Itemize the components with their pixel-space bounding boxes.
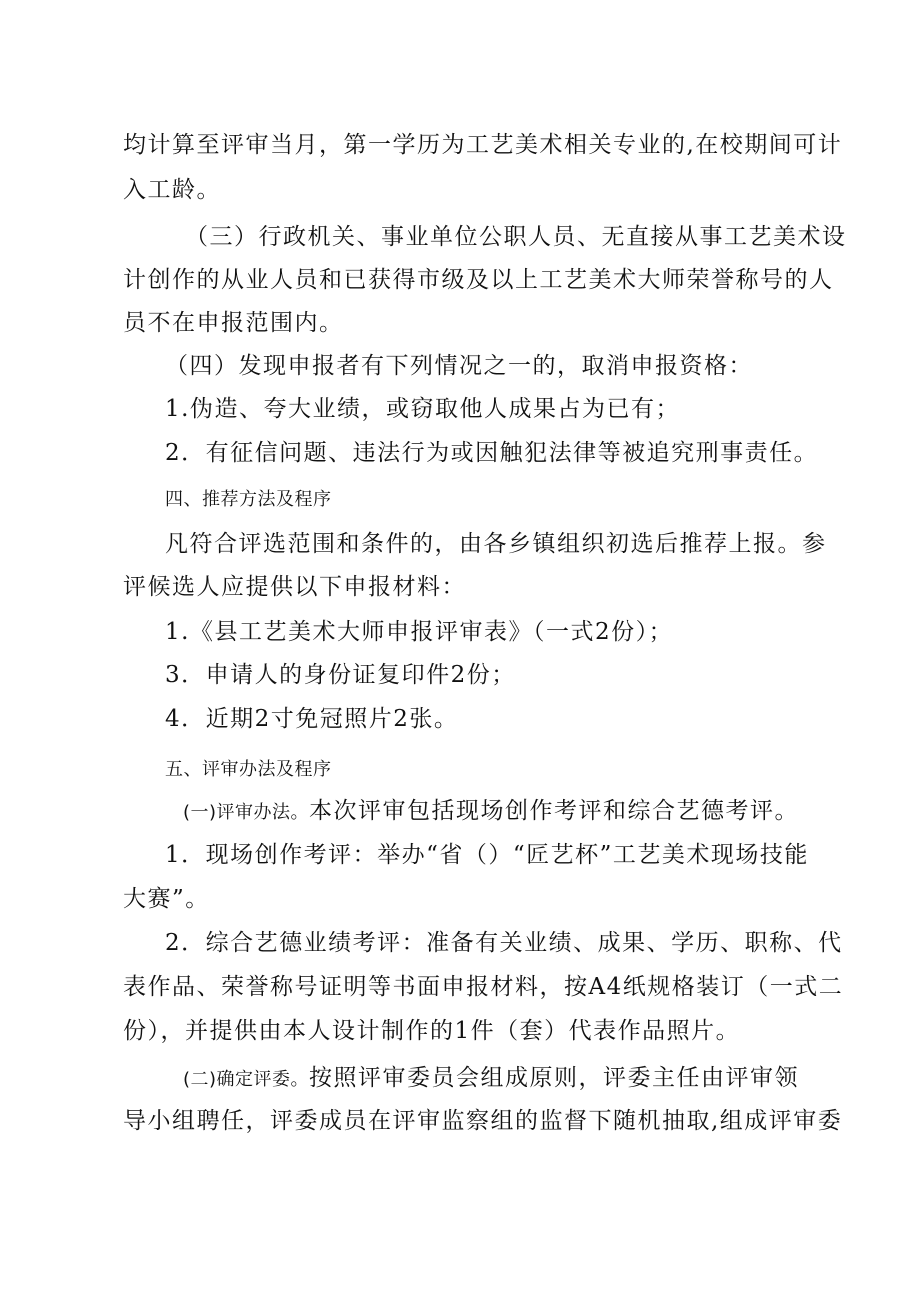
text-line: 1.《县工艺美术大师申报评审表》（一式2份）；: [165, 619, 674, 645]
text-line: 导小组聘任，评委成员在评审监察组的监督下随机抽取,组成评审委: [123, 1108, 843, 1134]
text-line: 3．申请人的身份证复印件2份；: [165, 662, 516, 688]
text-line: [183, 796, 813, 828]
section-heading: 五、评审办法及程序: [165, 759, 332, 780]
text-line: 大赛”。: [123, 886, 210, 912]
inline-heading: (一)评审办法。: [183, 802, 310, 823]
text-line: [183, 1063, 813, 1095]
text-line: 4．近期2寸免冠照片2张。: [165, 706, 459, 732]
section-heading: 四、推荐方法及程序: [165, 489, 332, 510]
text-line: 入工龄。: [123, 177, 221, 203]
text-line: （三）行政机关、事业单位公职人员、无直接从事工艺美术设: [185, 224, 847, 250]
text-line: 均计算至评审当月，第一学历为工艺美术相关专业的,在校期间可计: [123, 132, 843, 158]
text-line: 1.伪造、夸大业绩，或窃取他人成果占为已有；: [165, 396, 680, 422]
text-line: 1．现场创作考评：举办“省（）“匠艺杯”工艺美术现场技能: [165, 842, 809, 868]
text-line: 表作品、荣誉称号证明等书面申报材料，按A4纸规格装订（一式二: [123, 974, 844, 1000]
text-line: 评候选人应提供以下申报材料：: [123, 574, 466, 600]
text-line: 份），并提供由本人设计制作的1件（套）代表作品照片。: [123, 1018, 741, 1044]
text-line: 计创作的从业人员和已获得市级及以上工艺美术大师荣誉称号的人: [123, 267, 834, 293]
text-line: （四）发现申报者有下列情况之一的，取消申报资格：: [165, 353, 753, 379]
text-line: 2．有征信问题、违法行为或因触犯法律等被追究刑事责任。: [165, 440, 819, 466]
inline-text: 按照评审委员会组成原则，评委主任由评审领: [309, 1065, 800, 1091]
inline-text: 本次评审包括现场创作考评和综合艺德考评。: [309, 798, 800, 824]
text-line: 凡符合评选范围和条件的，由各乡镇组织初选后推荐上报。参: [165, 531, 827, 557]
text-line: 2．综合艺德业绩考评：准备有关业绩、成果、学历、职称、代: [165, 930, 843, 956]
text-line: 员不在申报范围内。: [123, 310, 344, 336]
inline-heading: (二)确定评委。: [183, 1069, 310, 1090]
